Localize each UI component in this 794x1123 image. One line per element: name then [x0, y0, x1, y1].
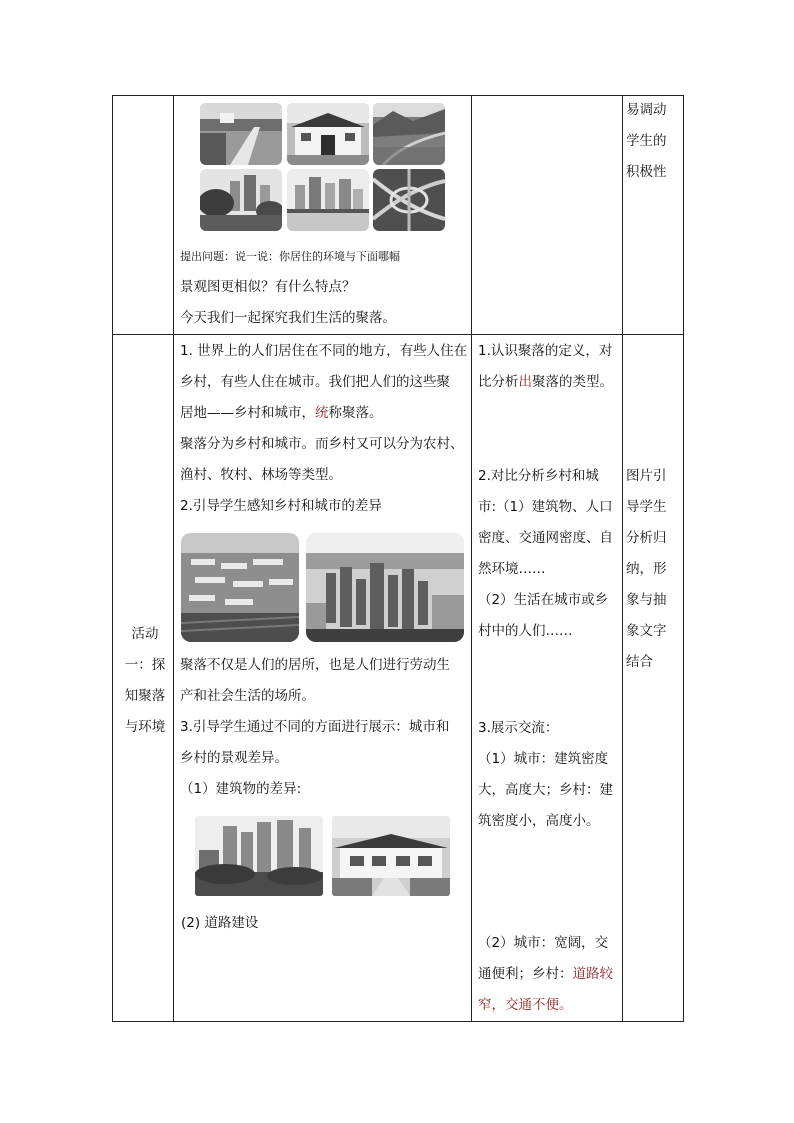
text-line: （2）城市：宽阔，交 — [478, 935, 609, 951]
text-line: 乡村，有些人住在城市。我们把人们的这些聚 — [180, 374, 450, 390]
rural-road-photo — [200, 103, 282, 165]
highway-interchange-photo — [373, 169, 445, 231]
city-aerial-photo — [306, 533, 464, 642]
text-line: （1）城市：建筑密度 — [478, 751, 609, 767]
village-house-photo — [287, 103, 369, 165]
mountain-village-photo — [373, 103, 445, 165]
remark-line: 图片引 — [626, 468, 667, 484]
city-buildings-photo — [195, 816, 323, 896]
text-line: 大，高度大；乡村：建 — [478, 782, 613, 798]
text-line: 密度、交通网密度、自 — [478, 530, 613, 546]
row2-remark — [626, 461, 678, 678]
remark-line: 易调动 — [626, 102, 667, 118]
city-park-photo — [200, 169, 282, 231]
remark-line: 导学生 — [626, 499, 667, 515]
text-line: 筑密度小，高度小。 — [478, 813, 600, 829]
row2-col4 — [623, 335, 684, 1022]
today-intro: 今天我们一起探究我们生活的聚落。 — [180, 310, 396, 326]
text-line: 2.引导学生感知乡村和城市的差异 — [180, 498, 382, 514]
text-line: （1）建筑物的差异: — [180, 781, 302, 797]
row1-col1 — [113, 96, 174, 335]
student-activity — [478, 336, 623, 398]
text-line: 聚落分为乡村和城市。而乡村又可以分为农村、 — [180, 436, 464, 452]
activity-line: 活动 — [131, 626, 159, 642]
text-line: 聚落不仅是人们的居所，也是人们进行劳动生 — [180, 657, 450, 673]
remark-line: 象文字 — [626, 623, 667, 639]
teacher-activity-middle — [180, 650, 470, 805]
text-span: 居地——乡村和城市， — [180, 405, 315, 421]
student-activity-2 — [478, 461, 623, 647]
row1-remark — [626, 95, 667, 188]
text-line: 1.认识聚落的定义，对 — [478, 343, 613, 359]
text-line — [478, 959, 623, 990]
text-line: 1. 世界上的人们居住在不同的地方，有些人住在 — [180, 343, 468, 359]
row1-col3 — [472, 96, 623, 335]
question-prompt: 景观图更相似？有什么特点？ — [180, 279, 356, 295]
text-line: 3.展示交流： — [478, 720, 559, 736]
text-span: 出 — [518, 374, 532, 390]
village-aerial-photo — [181, 533, 299, 642]
text-line: （2）生活在城市或乡 — [478, 592, 609, 608]
text-span: 统 — [315, 405, 329, 421]
activity-label — [120, 619, 170, 743]
remark-line: 学生的 — [626, 133, 667, 149]
remark-line: 积极性 — [626, 164, 667, 180]
student-activity-3 — [478, 713, 623, 837]
text-span: 通便利；乡村： — [478, 966, 573, 982]
text-span: 称聚落。 — [328, 405, 383, 421]
teacher-activity-top — [180, 336, 470, 522]
text-line: 渔村、牧村、林场等类型。 — [180, 467, 342, 483]
rural-house-photo — [332, 816, 450, 896]
remark-line: 象与抽 — [626, 592, 667, 608]
text-line: 2.对比分析乡村和城 — [478, 468, 599, 484]
text-span: 比分析 — [478, 374, 519, 390]
text-line: 乡村的景观差异。 — [180, 750, 288, 766]
text-span: 聚落的类型。 — [532, 374, 613, 390]
road-construction-label: (2) 道路建设 — [181, 915, 259, 931]
question-prompt-small: 提出问题：说一说：你居住的环境与下面哪幅 — [180, 250, 400, 263]
remark-line: 分析归 — [626, 530, 667, 546]
text-line — [180, 398, 470, 429]
remark-line: 结合 — [626, 654, 653, 670]
text-line: 市:（1）建筑物、人口 — [478, 499, 613, 515]
text-line: 村中的人们…… — [478, 623, 573, 639]
text-line: 窄，交通不便。 — [478, 997, 573, 1013]
activity-line: 知聚落 — [124, 688, 166, 704]
activity-line: 与环境 — [124, 719, 166, 735]
text-line: 3.引导学生通过不同的方面进行展示：城市和 — [180, 719, 450, 735]
remark-line: 纳，形 — [626, 561, 667, 577]
text-line: 然环境…… — [478, 561, 546, 577]
activity-line: 一：探 — [124, 657, 166, 673]
city-square-photo — [287, 169, 369, 231]
student-activity-4 — [478, 928, 623, 1021]
text-line: 产和社会生活的场所。 — [180, 688, 315, 704]
text-span: 道路较 — [572, 966, 613, 982]
text-line — [478, 367, 623, 398]
row2-col3 — [472, 335, 623, 1022]
